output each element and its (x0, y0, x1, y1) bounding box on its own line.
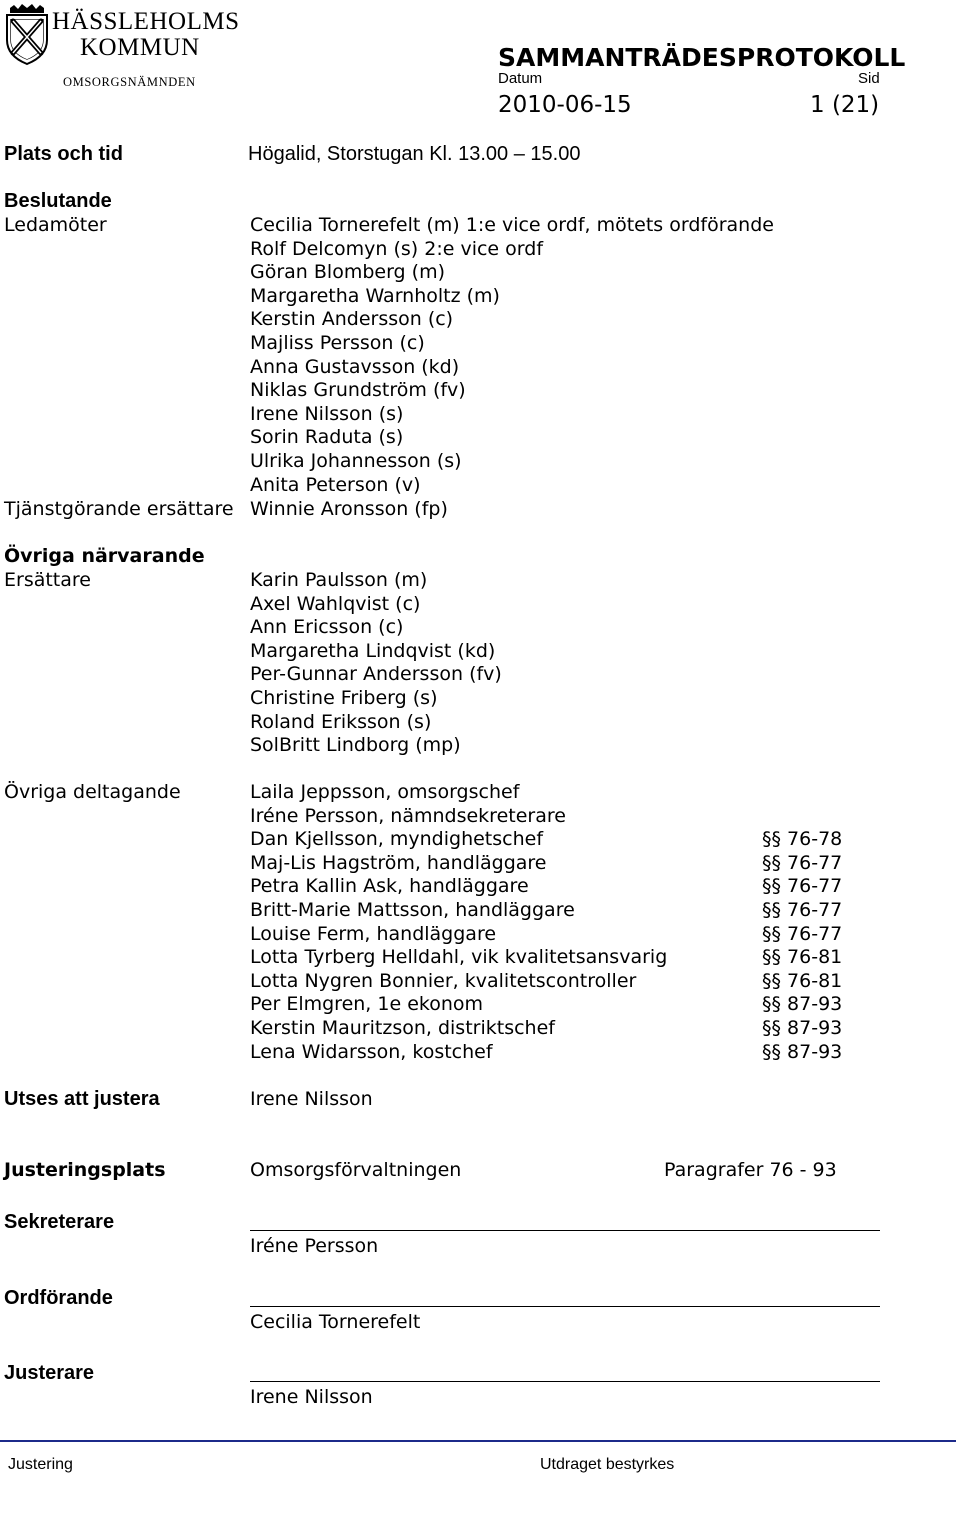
list-item (250, 923, 870, 947)
participants-list (250, 781, 870, 1064)
participant-name: Lotta Nygren Bonnier, kvalitetscontroller (250, 969, 637, 992)
list-item: Irene Nilsson (s) (250, 402, 404, 425)
signature-role-chair: Ordförande (4, 1287, 113, 1309)
participant-name: Petra Kallin Ask, handläggare (250, 875, 529, 898)
list-item: Anna Gustavsson (kd) (250, 355, 460, 378)
list-item (250, 993, 870, 1017)
date-label: Datum (498, 70, 543, 87)
participant-name: Laila Jeppsson, omsorgschef (250, 781, 520, 803)
participant-name: Lotta Tyrberg Helldahl, vik kvalitetsansvarig (250, 946, 668, 969)
list-item: Roland Eriksson (s) (250, 710, 432, 733)
page-label: Sid (858, 70, 880, 87)
list-item (250, 970, 870, 994)
list-item: Axel Wahlqvist (c) (250, 592, 421, 615)
list-item (250, 946, 870, 970)
list-item (250, 852, 870, 876)
footer-adjustment-label: Justering (8, 1456, 73, 1473)
list-item (250, 828, 870, 852)
list-item: Karin Paulsson (m) (250, 569, 428, 591)
signature-line (250, 1230, 880, 1231)
footer-certification-label: Utdraget bestyrkes (540, 1456, 675, 1473)
department-name: OMSORGSNÄMNDEN (63, 75, 196, 89)
signature-role-secretary: Sekreterare (4, 1211, 115, 1233)
list-item: SolBritt Lindborg (mp) (250, 734, 461, 757)
paragraph-range: §§ 76-77 (762, 851, 843, 874)
list-item: Rolf Delcomyn (s) 2:e vice ordf (250, 237, 544, 260)
place-time-value: Högalid, Storstugan Kl. 13.00 – 15.00 (248, 143, 581, 165)
adjustment-place-label: Justeringsplats (4, 1159, 166, 1181)
org-name-line1: HÄSSLEHOLMS (52, 8, 240, 35)
signature-name-secretary: Iréne Persson (250, 1235, 379, 1257)
paragraph-range: §§ 76-78 (762, 828, 843, 851)
org-name-line2: KOMMUN (80, 34, 200, 61)
substitutes-list (250, 569, 502, 758)
participant-name: Kerstin Mauritzson, distriktschef (250, 1016, 555, 1039)
paragraph-range-total: Paragrafer 76 - 93 (664, 1159, 837, 1181)
signature-name-adjuster: Irene Nilsson (250, 1386, 373, 1408)
paragraph-range: §§ 76-81 (762, 946, 843, 969)
list-item (250, 805, 870, 829)
participant-name: Lena Widarsson, kostchef (250, 1040, 493, 1063)
page-number: 1 (21) (810, 92, 880, 118)
footer-rule (0, 1440, 956, 1442)
list-item (250, 899, 870, 923)
place-time-label: Plats och tid (4, 143, 123, 165)
list-item: Niklas Grundström (fv) (250, 379, 466, 402)
others-label: Övriga deltagande (4, 781, 181, 803)
document-title: SAMMANTRÄDESPROTOKOLL (498, 43, 906, 72)
list-item: Ann Ericsson (c) (250, 616, 404, 639)
serving-substitute-label: Tjänstgörande ersättare (4, 498, 234, 520)
paragraph-range: §§ 76-77 (762, 875, 843, 898)
substitutes-label: Ersättare (4, 569, 91, 591)
adjustment-place: Omsorgsförvaltningen (250, 1159, 462, 1181)
paragraph-range: §§ 76-77 (762, 898, 843, 921)
signature-name-chair: Cecilia Tornerefelt (250, 1311, 421, 1333)
list-item: Anita Peterson (v) (250, 473, 421, 496)
paragraph-range: §§ 87-93 (762, 1016, 843, 1039)
participant-name: Louise Ferm, handläggare (250, 922, 497, 945)
list-item: Margaretha Warnholtz (m) (250, 284, 500, 307)
paragraph-range: §§ 87-93 (762, 1040, 843, 1063)
serving-substitute: Winnie Aronsson (fp) (250, 498, 448, 520)
signature-role-adjuster: Justerare (4, 1362, 95, 1384)
list-item: Christine Friberg (s) (250, 686, 438, 709)
paragraph-range: §§ 76-77 (762, 922, 843, 945)
participant-name: Britt-Marie Mattsson, handläggare (250, 898, 575, 921)
paragraph-range: §§ 76-81 (762, 969, 843, 992)
paragraph-range: §§ 87-93 (762, 993, 843, 1016)
signature-line (250, 1381, 880, 1382)
list-item (250, 1041, 870, 1065)
appointed-adjuster: Irene Nilsson (250, 1088, 373, 1110)
list-item: Ulrika Johannesson (s) (250, 449, 462, 472)
members-list (250, 214, 774, 497)
signature-line (250, 1306, 880, 1307)
others-present-heading: Övriga närvarande (4, 545, 205, 567)
list-item (250, 1017, 870, 1041)
participant-name: Maj-Lis Hagström, handläggare (250, 851, 547, 874)
list-item: Majliss Persson (c) (250, 331, 425, 354)
list-item: Per-Gunnar Andersson (fv) (250, 663, 502, 686)
list-item: Kerstin Andersson (c) (250, 308, 454, 331)
list-item: Cecilia Tornerefelt (m) 1:e vice ordf, mötets ordförande (250, 214, 774, 236)
participant-name: Dan Kjellsson, myndighetschef (250, 828, 544, 851)
list-item (250, 781, 870, 805)
list-item: Göran Blomberg (m) (250, 261, 445, 284)
list-item: Sorin Raduta (s) (250, 426, 404, 449)
participant-name: Per Elmgren, 1e ekonom (250, 993, 484, 1016)
list-item (250, 875, 870, 899)
list-item: Margaretha Lindqvist (kd) (250, 639, 496, 662)
members-label: Ledamöter (4, 214, 107, 236)
decision-makers-heading: Beslutande (4, 190, 112, 212)
appointed-adjuster-label: Utses att justera (4, 1088, 160, 1110)
participant-name: Iréne Persson, nämndsekreterare (250, 804, 566, 827)
coat-of-arms-icon (4, 4, 50, 66)
meeting-date: 2010-06-15 (498, 92, 632, 118)
